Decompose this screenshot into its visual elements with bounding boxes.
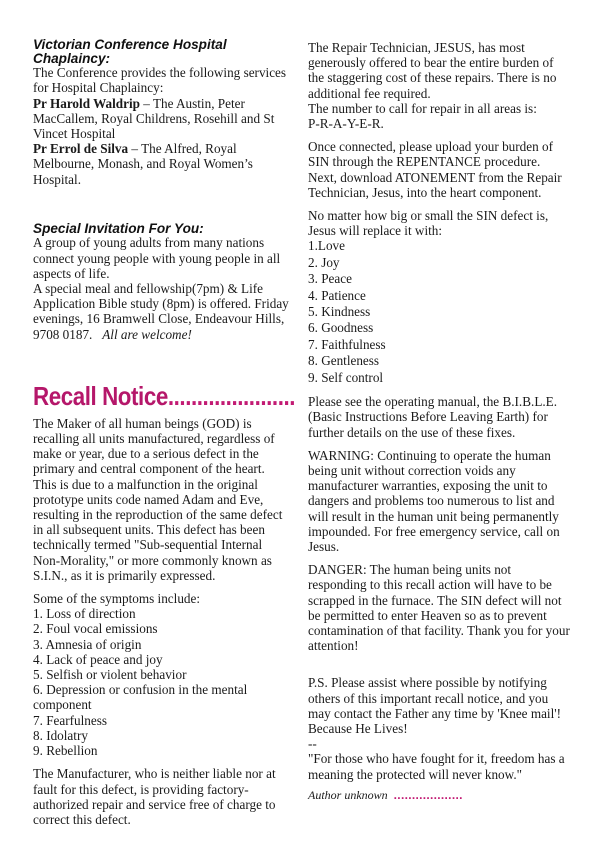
recall-title-dots: ...................... [167, 380, 296, 411]
right-column [308, 40, 570, 803]
chaplaincy-heading: Victorian Conference Hospital Chaplaincy: [33, 37, 227, 66]
author-dots: ................... [393, 787, 463, 802]
connected-paragraph: Once connected, please upload your burden of SIN through the REPENTANCE procedure. Next, download ATONEMENT from the Repair Technician, Jesus, into the heart component. [308, 139, 562, 200]
list-item: 5. Selfish or violent behavior [33, 667, 187, 683]
list-item: 4. Lack of peace and joy [33, 651, 163, 667]
symptoms-list [33, 606, 291, 758]
manual-paragraph: Please see the operating manual, the B.I.B.L.E. (Basic Instructions Before Leaving Earth) for further details on the use of these fixes. [308, 394, 558, 440]
invitation-para-1: A group of young adults from many nations connect young people with young people in all aspects of life. [33, 235, 281, 281]
chaplaincy-pastor-2 [33, 141, 291, 187]
list-item: 7. Fearfulness [33, 712, 107, 728]
because-line: Because He Lives! [308, 720, 408, 736]
list-item: 3. Peace [308, 271, 352, 287]
recall-intro: The Maker of all human beings (GOD) is recalling all units manufactured, regardless of make or year, due to a serious defect in the primary and central component of the heart. This is due to a malfunction in the original prototype units code named Adam and Eve, resulting in the reproduction of the same defect in all subsequent units. This defect has been technically termed "Sub-sequential Internal Non-Morality," or more commonly known as S.I.N., as it is primarily expressed. [33, 415, 283, 583]
ps-paragraph: P.S. Please assist where possible by notifying others of this important recall notice, and you may contact the Father any time by 'Knee mail'! [308, 675, 562, 721]
replace-intro: No matter how big or small the SIN defect is, Jesus will replace it with: [308, 208, 549, 239]
list-item: 2. Foul vocal emissions [33, 621, 158, 637]
symptoms-intro: Some of the symptoms include: [33, 591, 201, 607]
author-credit: Author unknown [308, 787, 388, 802]
replacements-list [308, 238, 570, 386]
manufacturer-paragraph: The Manufacturer, who is neither liable nor at fault for this defect, is providing factory-authorized repair and service free of charge to correct this defect. [33, 766, 276, 827]
pastor-2-details: – The Alfred, Royal Melbourne, Monash, and Royal Women’s Hospital. [33, 141, 253, 187]
list-item: 4. Patience [308, 287, 366, 303]
list-item: 9. Rebellion [33, 743, 98, 759]
list-item: 1.Love [308, 238, 345, 254]
pastor-1-details: – The Austin, Peter MacCallem, Royal Childrens, Rosehill and St Vincet Hospital [33, 95, 275, 141]
list-item: 8. Gentleness [308, 353, 380, 369]
list-item: 9. Self control [308, 369, 384, 385]
invitation-section [33, 222, 291, 342]
danger-paragraph: DANGER: The human being units not responding to this recall action will have to be scrapped in the furnace. The SIN defect will not be permitted to enter Heaven so as to prevent contamination of that facility. Thank you for your attention! [308, 562, 570, 654]
chaplaincy-section [33, 38, 291, 187]
recall-section [33, 380, 296, 827]
list-item: 8. Idolatry [33, 727, 88, 743]
separator: -- [308, 736, 317, 752]
author-row [308, 788, 570, 803]
repair-paragraph: The Repair Technician, JESUS, has most generously offered to bear the entire burden of the staggering cost of these repairs. There is no additional fee required. [308, 40, 557, 101]
invitation-heading: Special Invitation For You: [33, 220, 204, 236]
invitation-details: A special meal and fellowship(7pm) & Life Application Bible study (8pm) is offered. Friday evenings, 16 Bramwell Close, Endeavour Hills, 9708 0187. [33, 281, 289, 342]
chaplaincy-pastor-1 [33, 96, 291, 142]
list-item: 6. Depression or confusion in the mental component [33, 682, 248, 713]
chaplaincy-intro: The Conference provides the following services for Hospital Chaplaincy: [33, 65, 287, 96]
list-item: 6. Goodness [308, 320, 374, 336]
pastor-2-name: Pr Errol de Silva [33, 141, 129, 157]
recall-title-text: Recall Notice [33, 380, 168, 411]
pastor-1-name: Pr Harold Waldrip [33, 95, 140, 111]
prayer-number: P-R-A-Y-E-R. [308, 116, 384, 132]
quote-paragraph: "For those who have fought for it, freedom has a meaning the protected will never know." [308, 751, 565, 782]
list-item: 2. Joy [308, 254, 340, 270]
invitation-welcome: All are welcome! [102, 326, 192, 342]
number-line: The number to call for repair in all areas is: [308, 100, 537, 116]
invitation-para-2 [33, 281, 291, 342]
list-item: 7. Faithfulness [308, 336, 386, 352]
left-column [33, 37, 296, 827]
warning-paragraph: WARNING: Continuing to operate the human being unit without correction voids any manufacturer warranties, exposing the unit to dangers and problems too numerous to list and will result in the human unit being permanently impounded. For free emergency service, call on Jesus. [308, 447, 560, 554]
list-item: 5. Kindness [308, 304, 371, 320]
list-item: 3. Amnesia of origin [33, 636, 142, 652]
list-item: 1. Loss of direction [33, 606, 136, 622]
recall-title [33, 380, 296, 411]
